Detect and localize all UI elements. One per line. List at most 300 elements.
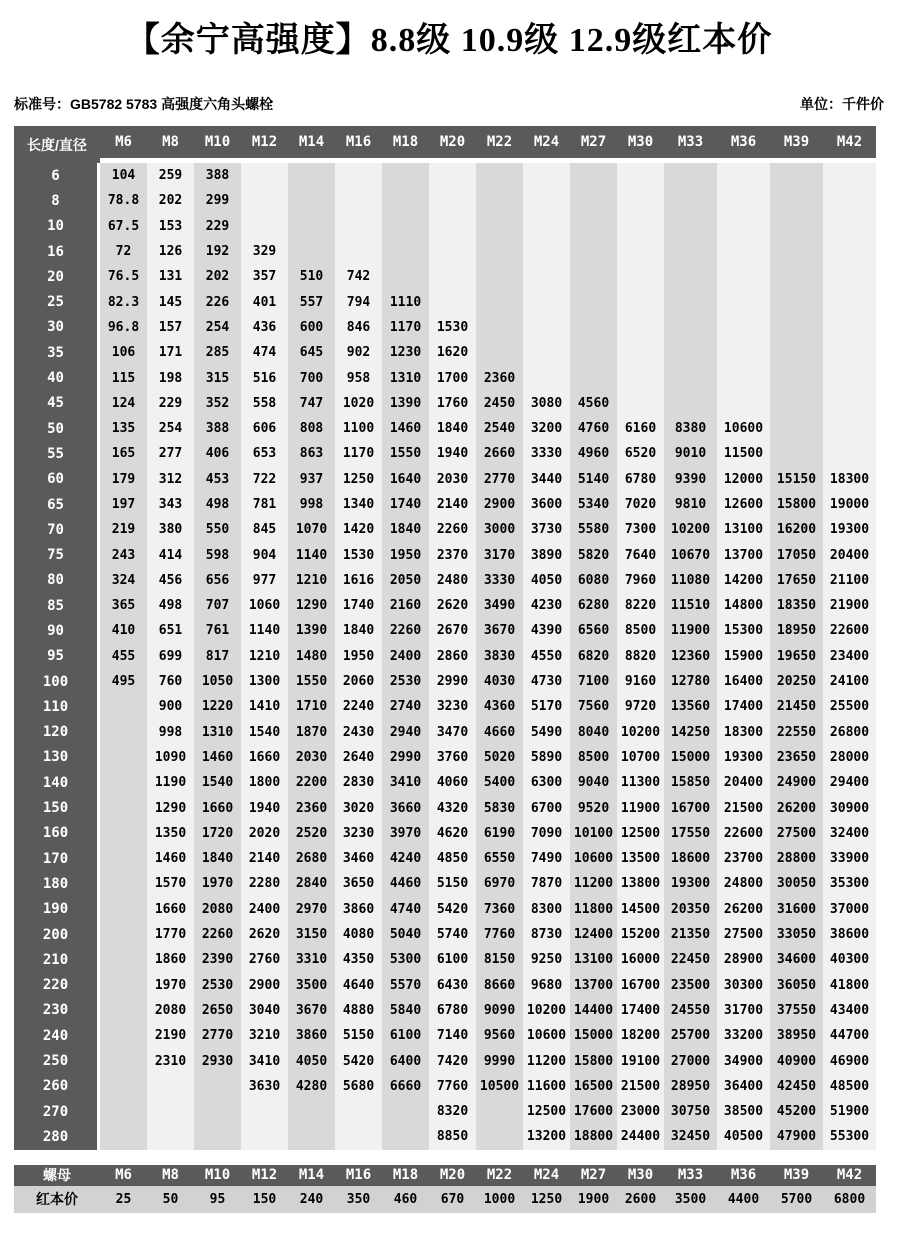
price-cell: 15200 <box>617 922 664 947</box>
price-cell: 40900 <box>770 1048 823 1073</box>
price-cell: 2770 <box>194 1023 241 1048</box>
price-cell <box>770 289 823 314</box>
price-cell: 3670 <box>288 998 335 1023</box>
price-cell: 495 <box>100 669 147 694</box>
price-cell: 808 <box>288 416 335 441</box>
price-cell: 3040 <box>241 998 288 1023</box>
row-label: 85 <box>14 593 100 618</box>
price-cell: 157 <box>147 315 194 340</box>
price-cell: 5340 <box>570 492 617 517</box>
price-cell: 22550 <box>770 720 823 745</box>
nut-price-cell: 350 <box>335 1186 382 1213</box>
price-cell: 7300 <box>617 517 664 542</box>
price-cell: 22450 <box>664 947 717 972</box>
price-cell: 3860 <box>288 1023 335 1048</box>
price-cell: 3500 <box>288 973 335 998</box>
price-cell <box>335 239 382 264</box>
price-cell: 23700 <box>717 846 770 871</box>
price-cell: 6100 <box>382 1023 429 1048</box>
price-cell: 15900 <box>717 644 770 669</box>
price-cell: 11900 <box>617 795 664 820</box>
price-cell: 5840 <box>382 998 429 1023</box>
price-cell: 2450 <box>476 391 523 416</box>
price-cell: 8500 <box>617 618 664 643</box>
price-cell: 4550 <box>523 644 570 669</box>
row-label: 35 <box>14 340 100 365</box>
price-cell: 2060 <box>335 669 382 694</box>
price-cell: 35300 <box>823 871 876 896</box>
price-cell: 15300 <box>717 618 770 643</box>
price-cell: 1940 <box>429 441 476 466</box>
price-cell: 6780 <box>429 998 476 1023</box>
nut-price-cell: 150 <box>241 1186 288 1213</box>
price-cell: 30750 <box>664 1099 717 1124</box>
price-cell <box>523 214 570 239</box>
price-cell: 16000 <box>617 947 664 972</box>
price-cell: 11600 <box>523 1074 570 1099</box>
row-label: 250 <box>14 1048 100 1073</box>
price-cell <box>100 821 147 846</box>
price-cell: 9990 <box>476 1048 523 1073</box>
price-cell <box>100 720 147 745</box>
nut-column-header: M36 <box>717 1165 770 1186</box>
nut-column-header: M6 <box>100 1165 147 1186</box>
price-cell: 13200 <box>523 1124 570 1149</box>
price-cell: 4620 <box>429 821 476 846</box>
column-header: M16 <box>335 126 382 163</box>
price-cell: 550 <box>194 517 241 542</box>
price-cell: 11510 <box>664 593 717 618</box>
price-cell: 1570 <box>147 871 194 896</box>
price-cell: 2160 <box>382 593 429 618</box>
price-cell <box>617 391 664 416</box>
price-cell: 2900 <box>476 492 523 517</box>
unit-label: 单位：千件价 <box>800 96 884 112</box>
price-cell: 12500 <box>617 821 664 846</box>
price-cell: 6280 <box>570 593 617 618</box>
price-cell: 7100 <box>570 669 617 694</box>
price-cell: 19000 <box>823 492 876 517</box>
price-cell: 36050 <box>770 973 823 998</box>
price-cell: 3200 <box>523 416 570 441</box>
price-cell: 7420 <box>429 1048 476 1073</box>
price-cell: 4760 <box>570 416 617 441</box>
column-header: M42 <box>823 126 876 163</box>
nut-row-label: 红本价 <box>14 1186 100 1213</box>
price-cell <box>476 239 523 264</box>
nut-column-header: M20 <box>429 1165 476 1186</box>
price-cell: 5680 <box>335 1074 382 1099</box>
price-cell: 474 <box>241 340 288 365</box>
price-cell: 1210 <box>241 644 288 669</box>
price-cell <box>288 1124 335 1149</box>
price-cell: 2520 <box>288 821 335 846</box>
price-cell: 126 <box>147 239 194 264</box>
column-header: M30 <box>617 126 664 163</box>
price-cell: 12360 <box>664 644 717 669</box>
price-cell: 18300 <box>717 720 770 745</box>
price-cell: 1070 <box>288 517 335 542</box>
price-cell: 9520 <box>570 795 617 820</box>
price-cell: 23500 <box>664 973 717 998</box>
price-cell: 2370 <box>429 542 476 567</box>
nut-price-cell: 1000 <box>476 1186 523 1213</box>
price-cell: 3310 <box>288 947 335 972</box>
price-cell <box>194 1124 241 1149</box>
nut-column-header: M39 <box>770 1165 823 1186</box>
price-cell: 2430 <box>335 720 382 745</box>
price-cell: 96.8 <box>100 315 147 340</box>
price-cell: 3830 <box>476 644 523 669</box>
price-cell: 3440 <box>523 467 570 492</box>
price-cell: 14800 <box>717 593 770 618</box>
price-cell <box>570 289 617 314</box>
price-cell: 5150 <box>429 871 476 896</box>
price-cell <box>241 188 288 213</box>
price-cell <box>476 214 523 239</box>
row-label: 260 <box>14 1074 100 1099</box>
price-cell: 9720 <box>617 694 664 719</box>
nut-column-header: M8 <box>147 1165 194 1186</box>
price-cell: 380 <box>147 517 194 542</box>
price-cell: 8730 <box>523 922 570 947</box>
price-cell: 28900 <box>717 947 770 972</box>
price-cell: 18350 <box>770 593 823 618</box>
price-cell <box>717 239 770 264</box>
price-cell: 5890 <box>523 745 570 770</box>
price-cell <box>382 163 429 188</box>
price-cell: 135 <box>100 416 147 441</box>
price-cell: 2620 <box>241 922 288 947</box>
row-label: 95 <box>14 644 100 669</box>
price-cell: 2770 <box>476 467 523 492</box>
nut-price-cell: 50 <box>147 1186 194 1213</box>
nut-price-cell: 95 <box>194 1186 241 1213</box>
price-cell: 1340 <box>335 492 382 517</box>
price-cell: 2140 <box>241 846 288 871</box>
price-cell <box>382 264 429 289</box>
price-cell: 254 <box>194 315 241 340</box>
price-cell: 18800 <box>570 1124 617 1149</box>
price-cell: 1860 <box>147 947 194 972</box>
price-cell: 47900 <box>770 1124 823 1149</box>
price-cell <box>100 947 147 972</box>
price-cell: 4880 <box>335 998 382 1023</box>
price-cell: 656 <box>194 568 241 593</box>
price-cell: 14500 <box>617 897 664 922</box>
price-cell: 742 <box>335 264 382 289</box>
price-cell <box>382 1099 429 1124</box>
price-cell: 21900 <box>823 593 876 618</box>
price-cell: 8220 <box>617 593 664 618</box>
price-cell <box>570 214 617 239</box>
price-cell: 3630 <box>241 1074 288 1099</box>
row-label: 160 <box>14 821 100 846</box>
price-cell: 38600 <box>823 922 876 947</box>
price-cell: 3970 <box>382 821 429 846</box>
price-cell: 14400 <box>570 998 617 1023</box>
price-cell: 30050 <box>770 871 823 896</box>
price-cell <box>476 163 523 188</box>
price-cell <box>288 188 335 213</box>
price-cell: 6550 <box>476 846 523 871</box>
row-label: 130 <box>14 745 100 770</box>
price-cell: 19650 <box>770 644 823 669</box>
nut-price-cell: 1250 <box>523 1186 570 1213</box>
price-cell: 11200 <box>570 871 617 896</box>
price-cell: 7760 <box>429 1074 476 1099</box>
price-cell: 254 <box>147 416 194 441</box>
price-cell: 4320 <box>429 795 476 820</box>
price-cell: 12600 <box>717 492 770 517</box>
row-label: 230 <box>14 998 100 1023</box>
price-cell: 406 <box>194 441 241 466</box>
price-cell: 3760 <box>429 745 476 770</box>
price-cell: 27500 <box>770 821 823 846</box>
price-cell: 5150 <box>335 1023 382 1048</box>
price-cell: 28950 <box>664 1074 717 1099</box>
price-cell <box>523 163 570 188</box>
price-cell: 8500 <box>570 745 617 770</box>
price-cell: 2940 <box>382 720 429 745</box>
nut-price-table <box>14 1165 898 1213</box>
price-cell: 3600 <box>523 492 570 517</box>
price-cell: 46900 <box>823 1048 876 1073</box>
price-cell: 1310 <box>382 365 429 390</box>
column-header: M12 <box>241 126 288 163</box>
price-cell: 6080 <box>570 568 617 593</box>
column-header: M20 <box>429 126 476 163</box>
price-cell <box>770 264 823 289</box>
price-cell: 131 <box>147 264 194 289</box>
price-cell: 2260 <box>429 517 476 542</box>
price-cell: 44700 <box>823 1023 876 1048</box>
price-cell: 20400 <box>717 770 770 795</box>
price-cell: 9810 <box>664 492 717 517</box>
nut-column-header: M12 <box>241 1165 288 1186</box>
price-cell: 18200 <box>617 1023 664 1048</box>
price-cell: 1390 <box>288 618 335 643</box>
price-cell: 19100 <box>617 1048 664 1073</box>
price-cell: 25500 <box>823 694 876 719</box>
price-cell: 1210 <box>288 568 335 593</box>
row-label: 65 <box>14 492 100 517</box>
price-cell <box>664 264 717 289</box>
row-label: 6 <box>14 163 100 188</box>
price-cell: 3000 <box>476 517 523 542</box>
price-cell: 243 <box>100 542 147 567</box>
price-cell <box>382 1124 429 1149</box>
price-cell: 343 <box>147 492 194 517</box>
price-cell <box>241 1099 288 1124</box>
price-cell: 19300 <box>823 517 876 542</box>
nut-price-cell: 5700 <box>770 1186 823 1213</box>
price-cell: 7090 <box>523 821 570 846</box>
price-cell <box>617 340 664 365</box>
row-label: 25 <box>14 289 100 314</box>
price-cell: 1950 <box>335 644 382 669</box>
price-cell: 357 <box>241 264 288 289</box>
price-cell: 4640 <box>335 973 382 998</box>
price-cell: 10670 <box>664 542 717 567</box>
price-cell: 2480 <box>429 568 476 593</box>
column-header: M22 <box>476 126 523 163</box>
price-cell: 1410 <box>241 694 288 719</box>
price-cell: 937 <box>288 467 335 492</box>
price-cell <box>100 1099 147 1124</box>
column-header: M27 <box>570 126 617 163</box>
column-header: M36 <box>717 126 770 163</box>
price-cell <box>288 1099 335 1124</box>
price-cell: 7870 <box>523 871 570 896</box>
price-cell: 32450 <box>664 1124 717 1149</box>
price-cell: 606 <box>241 416 288 441</box>
price-cell <box>335 1099 382 1124</box>
price-cell: 5570 <box>382 973 429 998</box>
price-cell <box>523 340 570 365</box>
price-cell: 977 <box>241 568 288 593</box>
price-cell <box>823 315 876 340</box>
price-cell <box>382 214 429 239</box>
price-cell: 67.5 <box>100 214 147 239</box>
price-cell: 1550 <box>288 669 335 694</box>
price-cell: 27000 <box>664 1048 717 1073</box>
price-cell: 26200 <box>770 795 823 820</box>
nut-price-cell: 240 <box>288 1186 335 1213</box>
price-cell: 7140 <box>429 1023 476 1048</box>
price-cell: 6970 <box>476 871 523 896</box>
price-cell: 10700 <box>617 745 664 770</box>
price-cell: 5580 <box>570 517 617 542</box>
price-cell <box>335 1124 382 1149</box>
price-cell: 9040 <box>570 770 617 795</box>
price-cell <box>523 188 570 213</box>
price-cell <box>476 264 523 289</box>
column-header: M10 <box>194 126 241 163</box>
price-cell: 24900 <box>770 770 823 795</box>
price-cell: 8150 <box>476 947 523 972</box>
price-cell: 165 <box>100 441 147 466</box>
price-cell: 2740 <box>382 694 429 719</box>
price-cell: 3410 <box>382 770 429 795</box>
price-cell <box>823 365 876 390</box>
price-cell: 5400 <box>476 770 523 795</box>
price-cell: 12780 <box>664 669 717 694</box>
nut-column-header: M30 <box>617 1165 664 1186</box>
price-cell: 6520 <box>617 441 664 466</box>
price-cell <box>717 365 770 390</box>
price-cell: 11200 <box>523 1048 570 1073</box>
price-cell <box>717 289 770 314</box>
price-cell: 2650 <box>194 998 241 1023</box>
price-cell: 1530 <box>335 542 382 567</box>
price-cell: 1170 <box>382 315 429 340</box>
price-cell: 153 <box>147 214 194 239</box>
price-cell: 20350 <box>664 897 717 922</box>
price-cell: 365 <box>100 593 147 618</box>
row-label: 240 <box>14 1023 100 1048</box>
price-cell: 2840 <box>288 871 335 896</box>
price-cell <box>288 239 335 264</box>
price-cell: 13100 <box>570 947 617 972</box>
price-cell: 202 <box>147 188 194 213</box>
price-cell: 29400 <box>823 770 876 795</box>
price-cell <box>523 365 570 390</box>
price-cell: 299 <box>194 188 241 213</box>
price-cell: 2140 <box>429 492 476 517</box>
price-cell <box>335 163 382 188</box>
price-cell <box>570 163 617 188</box>
price-cell: 600 <box>288 315 335 340</box>
price-cell: 13800 <box>617 871 664 896</box>
price-cell: 455 <box>100 644 147 669</box>
price-cell <box>770 188 823 213</box>
price-cell: 9390 <box>664 467 717 492</box>
price-cell <box>288 163 335 188</box>
price-cell: 1640 <box>382 467 429 492</box>
price-cell: 2260 <box>382 618 429 643</box>
price-cell: 21350 <box>664 922 717 947</box>
price-cell: 761 <box>194 618 241 643</box>
nut-column-header: M14 <box>288 1165 335 1186</box>
price-cell <box>194 1099 241 1124</box>
price-cell <box>100 1048 147 1073</box>
price-cell: 2660 <box>476 441 523 466</box>
price-cell: 3170 <box>476 542 523 567</box>
price-cell: 7360 <box>476 897 523 922</box>
price-cell: 1310 <box>194 720 241 745</box>
nut-column-header: M27 <box>570 1165 617 1186</box>
price-cell: 1090 <box>147 745 194 770</box>
price-cell: 2670 <box>429 618 476 643</box>
price-cell <box>823 340 876 365</box>
price-cell <box>100 897 147 922</box>
price-cell: 498 <box>147 593 194 618</box>
price-cell: 28000 <box>823 745 876 770</box>
price-cell <box>770 340 823 365</box>
price-cell: 14200 <box>717 568 770 593</box>
price-cell: 352 <box>194 391 241 416</box>
price-cell: 781 <box>241 492 288 517</box>
price-cell: 24550 <box>664 998 717 1023</box>
price-cell: 324 <box>100 568 147 593</box>
price-cell: 11500 <box>717 441 770 466</box>
price-cell: 2390 <box>194 947 241 972</box>
price-cell: 285 <box>194 340 241 365</box>
price-cell: 21500 <box>617 1074 664 1099</box>
price-cell <box>823 416 876 441</box>
row-label: 80 <box>14 568 100 593</box>
price-cell: 19300 <box>717 745 770 770</box>
price-cell: 10100 <box>570 821 617 846</box>
price-cell <box>429 163 476 188</box>
price-cell: 3080 <box>523 391 570 416</box>
row-label: 100 <box>14 669 100 694</box>
price-cell: 37550 <box>770 998 823 1023</box>
price-cell: 145 <box>147 289 194 314</box>
price-cell: 388 <box>194 416 241 441</box>
price-cell: 2310 <box>147 1048 194 1073</box>
price-cell: 34900 <box>717 1048 770 1073</box>
price-cell: 22600 <box>823 618 876 643</box>
price-cell: 33050 <box>770 922 823 947</box>
price-cell: 1940 <box>241 795 288 820</box>
price-cell: 17400 <box>617 998 664 1023</box>
price-cell: 33200 <box>717 1023 770 1048</box>
price-cell: 1770 <box>147 922 194 947</box>
price-cell: 18950 <box>770 618 823 643</box>
price-cell: 5830 <box>476 795 523 820</box>
